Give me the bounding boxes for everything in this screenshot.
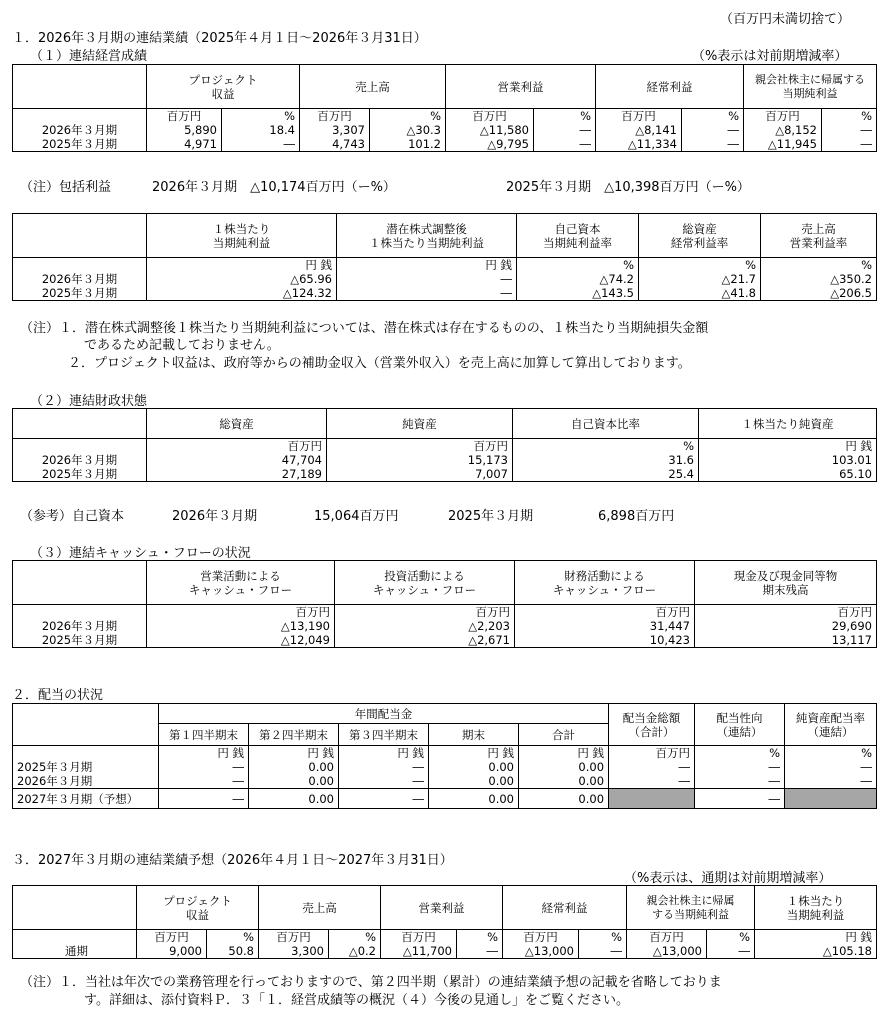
value-cell: ― [222,137,300,152]
table-row [13,137,877,152]
header-net-sales: 売上高 [259,886,381,930]
value-cell: ― [339,774,429,789]
value-cell: 47,704 [147,453,327,467]
header-net-assets: 純資産 [327,409,513,439]
comprehensive-income-label: （注）包括利益 [20,180,112,195]
value-cell: △350.2 [761,272,877,286]
note-3-line-2: す。詳細は、添付資料Ｐ．３「１．経営成績等の概況（４）今後の見通し」をご覧ください。 [84,993,629,1008]
unit-cell: 円 銭 [339,746,429,761]
operating-results-table [12,64,877,152]
unit-cell: % [822,109,877,124]
unit-cell: 百万円 [627,930,707,945]
value-cell: △13,000 [627,944,707,959]
value-cell: △143.5 [517,286,639,301]
value-cell: ― [785,774,877,789]
value-cell: 3,307 [300,123,370,137]
value-cell: 31,447 [515,619,695,633]
header-year-end: 期末 [429,724,519,746]
unit-cell: 百万円 [327,439,513,454]
value-cell: ― [534,123,596,137]
header-net-sales: 売上高 [300,65,446,109]
header-diluted-eps: 潜在株式調整後 １株当たり当期純利益 [337,214,517,258]
unit-cell: 円 銭 [519,746,609,761]
row-label: 2026年３月期 [13,123,147,137]
value-cell: ― [534,137,596,152]
unit-cell: 百万円 [335,605,515,620]
unit-cell: % [682,109,744,124]
equity-ref-value-1: 15,064百万円 [314,509,399,524]
value-cell: △12,049 [147,633,335,648]
value-cell: △0.2 [329,944,381,959]
header-ordinary-income: 経常利益 [503,886,627,930]
equity-ref-value-2: 6,898百万円 [598,509,675,524]
value-cell: 4,743 [300,137,370,152]
value-cell: 0.00 [519,774,609,789]
unit-cell: % [707,930,755,945]
header-roa: 総資産 経常利益率 [639,214,761,258]
section-1-3-title: （３）連結キャッシュ・フローの状況 [30,546,251,561]
table-row [13,789,877,809]
header-net-income-parent: 親会社株主に帰属する 当期純利益 [744,65,877,109]
value-cell: △2,203 [335,619,515,633]
value-cell: △11,334 [596,137,682,152]
value-cell: ― [579,944,627,959]
value-cell: △21.7 [639,272,761,286]
value-cell: △13,000 [503,944,579,959]
unit-cell: % [534,109,596,124]
table-row [13,453,877,467]
table-row [13,619,877,633]
unit-cell: 円 銭 [699,439,877,454]
value-cell: △11,945 [744,137,822,152]
per-share-table [12,213,877,301]
header-investing-cf: 投資活動による キャッシュ・フロー [335,561,515,605]
value-cell: 0.00 [249,760,339,774]
value-cell: ― [822,123,877,137]
unit-cell: 円 銭 [147,258,337,273]
value-cell: 65.10 [699,467,877,482]
value-cell: 0.00 [249,774,339,789]
shaded-cell [609,789,695,809]
unit-cell: % [222,109,300,124]
value-cell: △206.5 [761,286,877,301]
value-cell: 103.01 [699,453,877,467]
value-cell: △124.32 [147,286,337,301]
header-bps: １株当たり純資産 [699,409,877,439]
unit-cell: 百万円 [300,109,370,124]
header-cash-ending: 現金及び現金同等物 期末残高 [695,561,877,605]
note-1-line-2: であるため記載しておりません。 [84,338,280,353]
unit-cell: % [785,746,877,761]
dividends-table [12,703,877,809]
header-operating-income: 営業利益 [446,65,596,109]
section-2-title: ２．配当の状況 [12,688,104,703]
section-3-note: （%表示は、通期は対前期増減率） [624,871,832,886]
header-q3: 第３四半期末 [339,724,429,746]
section-3-title: ３．2027年３月期の連結業績予想（2026年４月１日～2027年３月31日） [12,853,453,868]
table-row [13,467,877,482]
value-cell: 5,890 [147,123,222,137]
unit-cell: 百万円 [147,439,327,454]
value-cell: 4,971 [147,137,222,152]
value-cell: △30.3 [370,123,446,137]
value-cell: ― [682,137,744,152]
unit-cell: 百万円 [147,605,335,620]
header-operating-income: 営業利益 [381,886,503,930]
header-financing-cf: 財務活動による キャッシュ・フロー [515,561,695,605]
value-cell: 13,117 [695,633,877,648]
value-cell: ― [785,760,877,774]
value-cell: 29,690 [695,619,877,633]
financial-position-table [12,408,877,482]
unit-cell: 百万円 [137,930,207,945]
value-cell: ― [339,760,429,774]
unit-note: （百万円未満切捨て） [720,12,851,27]
unit-cell: % [761,258,877,273]
unit-cell: % [513,439,699,454]
value-cell: 0.00 [519,760,609,774]
row-label: 2025年３月期 [13,633,147,648]
row-label: 2025年３月期 [13,137,147,152]
unit-cell: % [207,930,259,945]
value-cell: 101.2 [370,137,446,152]
value-cell: ― [337,286,517,301]
note-1-line-1: （注）１．潜在株式調整後１株当たり当期純利益については、潜在株式は存在するものの、１株当たり当期純損失金額 [20,321,709,336]
value-cell: 50.8 [207,944,259,959]
header-project-revenue: プロジェクト 収益 [137,886,259,930]
unit-cell: 円 銭 [337,258,517,273]
table-row [13,760,877,774]
value-cell: ― [159,789,249,809]
header-q1: 第１四半期末 [159,724,249,746]
header-annual-dividend: 年間配当金 [159,704,609,724]
value-cell: ― [695,789,785,809]
value-cell: △2,671 [335,633,515,648]
table-row [13,123,877,137]
header-net-income-parent: 親会社株主に帰属 する当期純利益 [627,886,755,930]
row-label: 通期 [13,944,137,959]
shaded-cell [785,789,877,809]
value-cell: 31.6 [513,453,699,467]
table-row [13,944,877,959]
unit-cell: % [579,930,627,945]
value-cell: ― [695,774,785,789]
unit-cell: 百万円 [381,930,457,945]
forecast-table [12,885,877,959]
header-q2: 第２四半期末 [249,724,339,746]
row-label: 2026年３月期 [13,272,147,286]
value-cell: 7,007 [327,467,513,482]
unit-cell: % [457,930,503,945]
note-2: ２．プロジェクト収益は、政府等からの補助金収入（営業外収入）を売上高に加算して算出しております。 [68,356,691,371]
unit-cell: 百万円 [259,930,329,945]
unit-cell: 百万円 [147,109,222,124]
value-cell: 0.00 [249,789,339,809]
row-label: 2026年３月期 [13,619,147,633]
value-cell: △41.8 [639,286,761,301]
value-cell: △11,580 [446,123,534,137]
note-3-line-1: （注）１．当社は年次での業務管理を行っておりますので、第２四半期（累計）の連結業績予想の記載を省略しておりま [20,975,722,990]
row-label: 2025年３月期 [13,467,147,482]
value-cell: 0.00 [429,774,519,789]
value-cell: △8,141 [596,123,682,137]
table-row [13,774,877,789]
value-cell: ― [159,774,249,789]
value-cell: △13,190 [147,619,335,633]
header-ordinary-income: 経常利益 [596,65,744,109]
value-cell: ― [609,760,695,774]
comprehensive-income-2026: 2026年３月期 △10,174百万円（ー%） [152,180,396,195]
unit-cell: 百万円 [695,605,877,620]
unit-cell: % [370,109,446,124]
unit-cell: 円 銭 [249,746,339,761]
value-cell: ― [159,760,249,774]
header-eps: １株当たり 当期純利益 [755,886,877,930]
row-label: 2026年３月期 [13,774,159,789]
unit-cell: 百万円 [609,746,695,761]
header-project-revenue: プロジェクト 収益 [147,65,300,109]
value-cell: 25.4 [513,467,699,482]
value-cell: △65.96 [147,272,337,286]
value-cell: 9,000 [137,944,207,959]
value-cell: 0.00 [429,760,519,774]
value-cell: 0.00 [519,789,609,809]
value-cell: △11,700 [381,944,457,959]
value-cell: ― [457,944,503,959]
row-label: 2027年３月期（予想） [13,789,159,809]
value-cell: ― [339,789,429,809]
value-cell: 3,300 [259,944,329,959]
equity-ref-period-1: 2026年３月期 [172,509,258,524]
value-cell: 0.00 [429,789,519,809]
value-cell: △105.18 [755,944,877,959]
header-equity-ratio: 自己資本比率 [513,409,699,439]
comprehensive-income-2025: 2025年３月期 △10,398百万円（ー%） [506,180,750,195]
unit-cell: % [639,258,761,273]
unit-cell: 百万円 [503,930,579,945]
header-total-dividend: 配当金総額 （合計） [609,704,695,746]
section-1-1-note: （%表示は対前期増減率） [692,49,848,64]
header-roe: 自己資本 当期純利益率 [517,214,639,258]
table-row [13,272,877,286]
table-row [13,633,877,648]
unit-cell: 百万円 [744,109,822,124]
value-cell: 15,173 [327,453,513,467]
equity-ref-period-2: 2025年３月期 [448,509,534,524]
header-eps: １株当たり 当期純利益 [147,214,337,258]
section-1-title: １．2026年３月期の連結業績（2025年４月１日～2026年３月31日） [12,31,427,46]
unit-cell: 円 銭 [429,746,519,761]
unit-cell: 百万円 [515,605,695,620]
unit-cell: 百万円 [596,109,682,124]
value-cell: ― [822,137,877,152]
value-cell: ― [695,760,785,774]
header-doe: 純資産配当率 （連結） [785,704,877,746]
value-cell: ― [682,123,744,137]
unit-cell: % [695,746,785,761]
value-cell: ― [609,774,695,789]
unit-cell: 円 銭 [755,930,877,945]
table-row [13,286,877,301]
header-total: 合計 [519,724,609,746]
unit-cell: 円 銭 [159,746,249,761]
value-cell: ― [707,944,755,959]
value-cell: 18.4 [222,123,300,137]
unit-cell: % [329,930,381,945]
value-cell: ― [337,272,517,286]
row-label: 2025年３月期 [13,760,159,774]
unit-cell: % [517,258,639,273]
value-cell: 27,189 [147,467,327,482]
section-1-1-title: （１）連結経営成績 [30,49,148,64]
header-operating-cf: 営業活動による キャッシュ・フロー [147,561,335,605]
equity-ref-label: （参考）自己資本 [20,509,125,524]
header-payout-ratio: 配当性向 （連結） [695,704,785,746]
value-cell: 10,423 [515,633,695,648]
value-cell: △8,152 [744,123,822,137]
unit-cell: 百万円 [446,109,534,124]
value-cell: △74.2 [517,272,639,286]
header-operating-margin: 売上高 営業利益率 [761,214,877,258]
value-cell: △9,795 [446,137,534,152]
section-1-2-title: （２）連結財政状態 [30,394,148,409]
row-label: 2026年３月期 [13,453,147,467]
header-total-assets: 総資産 [147,409,327,439]
row-label: 2025年３月期 [13,286,147,301]
cash-flow-table [12,560,877,648]
